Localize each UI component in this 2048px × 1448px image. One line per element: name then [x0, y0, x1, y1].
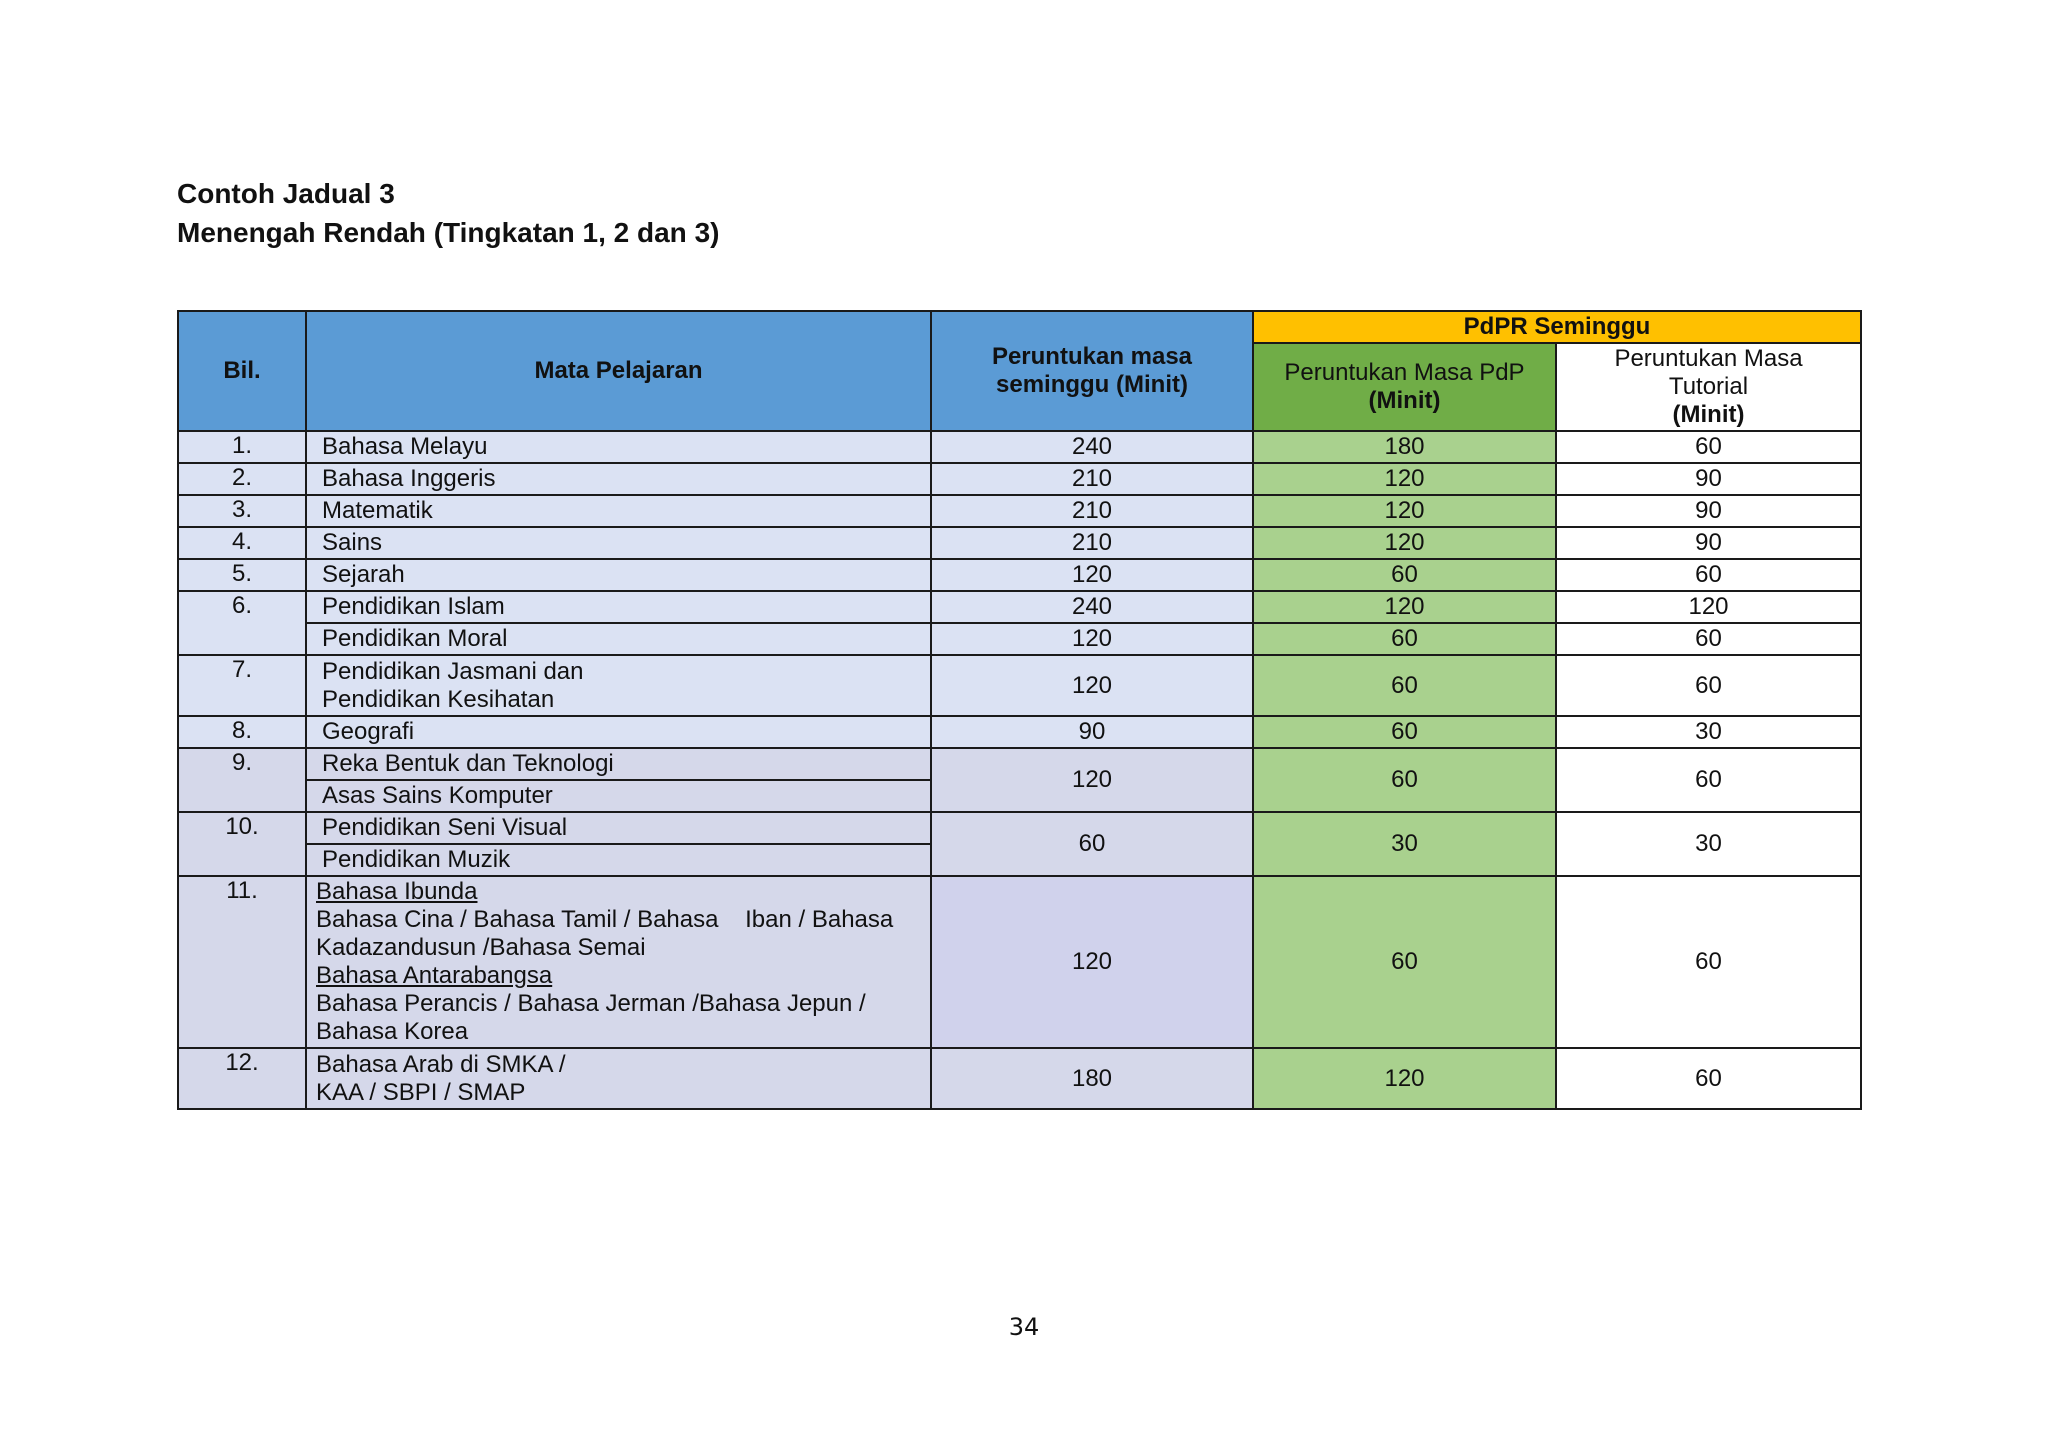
table-row [178, 748, 1861, 780]
row-pdp-minutes: 120 [1253, 591, 1556, 623]
row-weekly-minutes: 120 [931, 559, 1253, 591]
row-number: 11. [178, 876, 306, 1048]
table-row [178, 463, 1861, 495]
row-pdp-minutes: 120 [1253, 527, 1556, 559]
row-pdp-minutes: 120 [1253, 1048, 1556, 1109]
row-subject: Sains [306, 527, 931, 559]
table-row [178, 812, 1861, 844]
page-number: 34 [1008, 1313, 1040, 1341]
row-number: 7. [178, 655, 306, 716]
row-number: 9. [178, 748, 306, 812]
row-subject: Pendidikan Muzik [306, 844, 931, 876]
row-subject: Asas Sains Komputer [306, 780, 931, 812]
table-row [178, 655, 1861, 716]
row-tutorial-minutes: 120 [1556, 591, 1861, 623]
header-tutorial [1556, 343, 1861, 431]
header-tutorial-line1: Peruntukan Masa [1614, 345, 1803, 372]
row-subject [306, 876, 931, 1048]
row-weekly-minutes: 120 [931, 876, 1253, 1048]
row-weekly-minutes: 120 [931, 623, 1253, 655]
row-tutorial-minutes: 60 [1556, 559, 1861, 591]
row-subject-line: Bahasa Korea [316, 1018, 469, 1045]
header-pdp [1253, 343, 1556, 431]
header-weekly-line2: seminggu (Minit) [996, 371, 1188, 398]
row-weekly-minutes: 180 [931, 1048, 1253, 1109]
row-pdp-minutes: 60 [1253, 748, 1556, 812]
page-heading [177, 174, 719, 252]
header-weekly-line1: Peruntukan masa [991, 343, 1193, 370]
row-tutorial-minutes: 60 [1556, 655, 1861, 716]
row-subject-group-heading: Bahasa Ibunda [316, 878, 478, 905]
row-weekly-minutes: 120 [931, 748, 1253, 812]
row-tutorial-minutes: 60 [1556, 876, 1861, 1048]
row-subject-line: Bahasa Perancis / Bahasa Jerman /Bahasa Jepun / [316, 990, 866, 1017]
row-tutorial-minutes: 60 [1556, 623, 1861, 655]
row-tutorial-minutes: 60 [1556, 431, 1861, 463]
table-row [178, 495, 1861, 527]
row-pdp-minutes: 60 [1253, 876, 1556, 1048]
row-subject-line2: Pendidikan Kesihatan [322, 685, 555, 713]
row-subject: Pendidikan Seni Visual [306, 812, 931, 844]
row-subject-line1: Bahasa Arab di SMKA / [316, 1050, 566, 1078]
header-pdp-line1: Peruntukan Masa PdP [1284, 359, 1525, 386]
table-row [178, 1048, 1861, 1109]
row-subject: Pendidikan Islam [306, 591, 931, 623]
table-row [178, 431, 1861, 463]
row-weekly-minutes: 240 [931, 431, 1253, 463]
row-weekly-minutes: 90 [931, 716, 1253, 748]
row-tutorial-minutes: 60 [1556, 748, 1861, 812]
table-row [178, 591, 1861, 623]
row-weekly-minutes: 120 [931, 655, 1253, 716]
row-subject: Bahasa Melayu [306, 431, 931, 463]
row-number: 2. [178, 463, 306, 495]
header-bil: Bil. [178, 311, 306, 431]
row-weekly-minutes: 210 [931, 463, 1253, 495]
row-pdp-minutes: 60 [1253, 559, 1556, 591]
row-number: 6. [178, 591, 306, 655]
row-weekly-minutes: 240 [931, 591, 1253, 623]
row-pdp-minutes: 180 [1253, 431, 1556, 463]
row-subject-line1: Pendidikan Jasmani dan [322, 657, 584, 685]
row-number: 5. [178, 559, 306, 591]
row-number: 4. [178, 527, 306, 559]
row-tutorial-minutes: 30 [1556, 812, 1861, 876]
row-subject-line: Bahasa Cina / Bahasa Tamil / Bahasa Iban / Bahasa [316, 906, 894, 933]
header-pdp-line2: (Minit) [1368, 387, 1441, 414]
row-weekly-minutes: 210 [931, 495, 1253, 527]
row-tutorial-minutes: 90 [1556, 527, 1861, 559]
table-row [178, 623, 1861, 655]
row-tutorial-minutes: 90 [1556, 495, 1861, 527]
header-tutorial-line3: (Minit) [1672, 401, 1745, 428]
row-weekly-minutes: 60 [931, 812, 1253, 876]
row-number: 12. [178, 1048, 306, 1109]
heading-title: Contoh Jadual 3 [177, 178, 395, 209]
row-pdp-minutes: 120 [1253, 463, 1556, 495]
row-tutorial-minutes: 30 [1556, 716, 1861, 748]
row-subject [306, 1048, 931, 1109]
row-pdp-minutes: 60 [1253, 655, 1556, 716]
row-tutorial-minutes: 90 [1556, 463, 1861, 495]
row-pdp-minutes: 120 [1253, 495, 1556, 527]
row-subject: Pendidikan Moral [306, 623, 931, 655]
row-subject: Matematik [306, 495, 931, 527]
row-subject-line2: KAA / SBPI / SMAP [316, 1078, 526, 1106]
row-pdp-minutes: 60 [1253, 623, 1556, 655]
row-subject: Sejarah [306, 559, 931, 591]
heading-subtitle: Menengah Rendah (Tingkatan 1, 2 dan 3) [177, 217, 720, 248]
row-number: 1. [178, 431, 306, 463]
header-row-1 [178, 311, 1861, 343]
row-subject: Reka Bentuk dan Teknologi [306, 748, 931, 780]
row-subject-group-heading: Bahasa Antarabangsa [316, 962, 553, 989]
row-pdp-minutes: 60 [1253, 716, 1556, 748]
row-pdp-minutes: 30 [1253, 812, 1556, 876]
row-number: 10. [178, 812, 306, 876]
row-subject [306, 655, 931, 716]
table-row [178, 559, 1861, 591]
header-tutorial-line2: Tutorial [1668, 373, 1749, 400]
row-subject-line: Kadazandusun /Bahasa Semai [316, 934, 646, 961]
row-subject: Bahasa Inggeris [306, 463, 931, 495]
table-row [178, 716, 1861, 748]
row-tutorial-minutes: 60 [1556, 1048, 1861, 1109]
row-subject: Geografi [306, 716, 931, 748]
table-row [178, 527, 1861, 559]
header-subject: Mata Pelajaran [306, 311, 931, 431]
table-row [178, 876, 1861, 1048]
schedule-table [177, 310, 1862, 1110]
header-pdpr-group: PdPR Seminggu [1253, 311, 1861, 343]
row-number: 8. [178, 716, 306, 748]
row-weekly-minutes: 210 [931, 527, 1253, 559]
header-weekly [931, 311, 1253, 431]
row-number: 3. [178, 495, 306, 527]
